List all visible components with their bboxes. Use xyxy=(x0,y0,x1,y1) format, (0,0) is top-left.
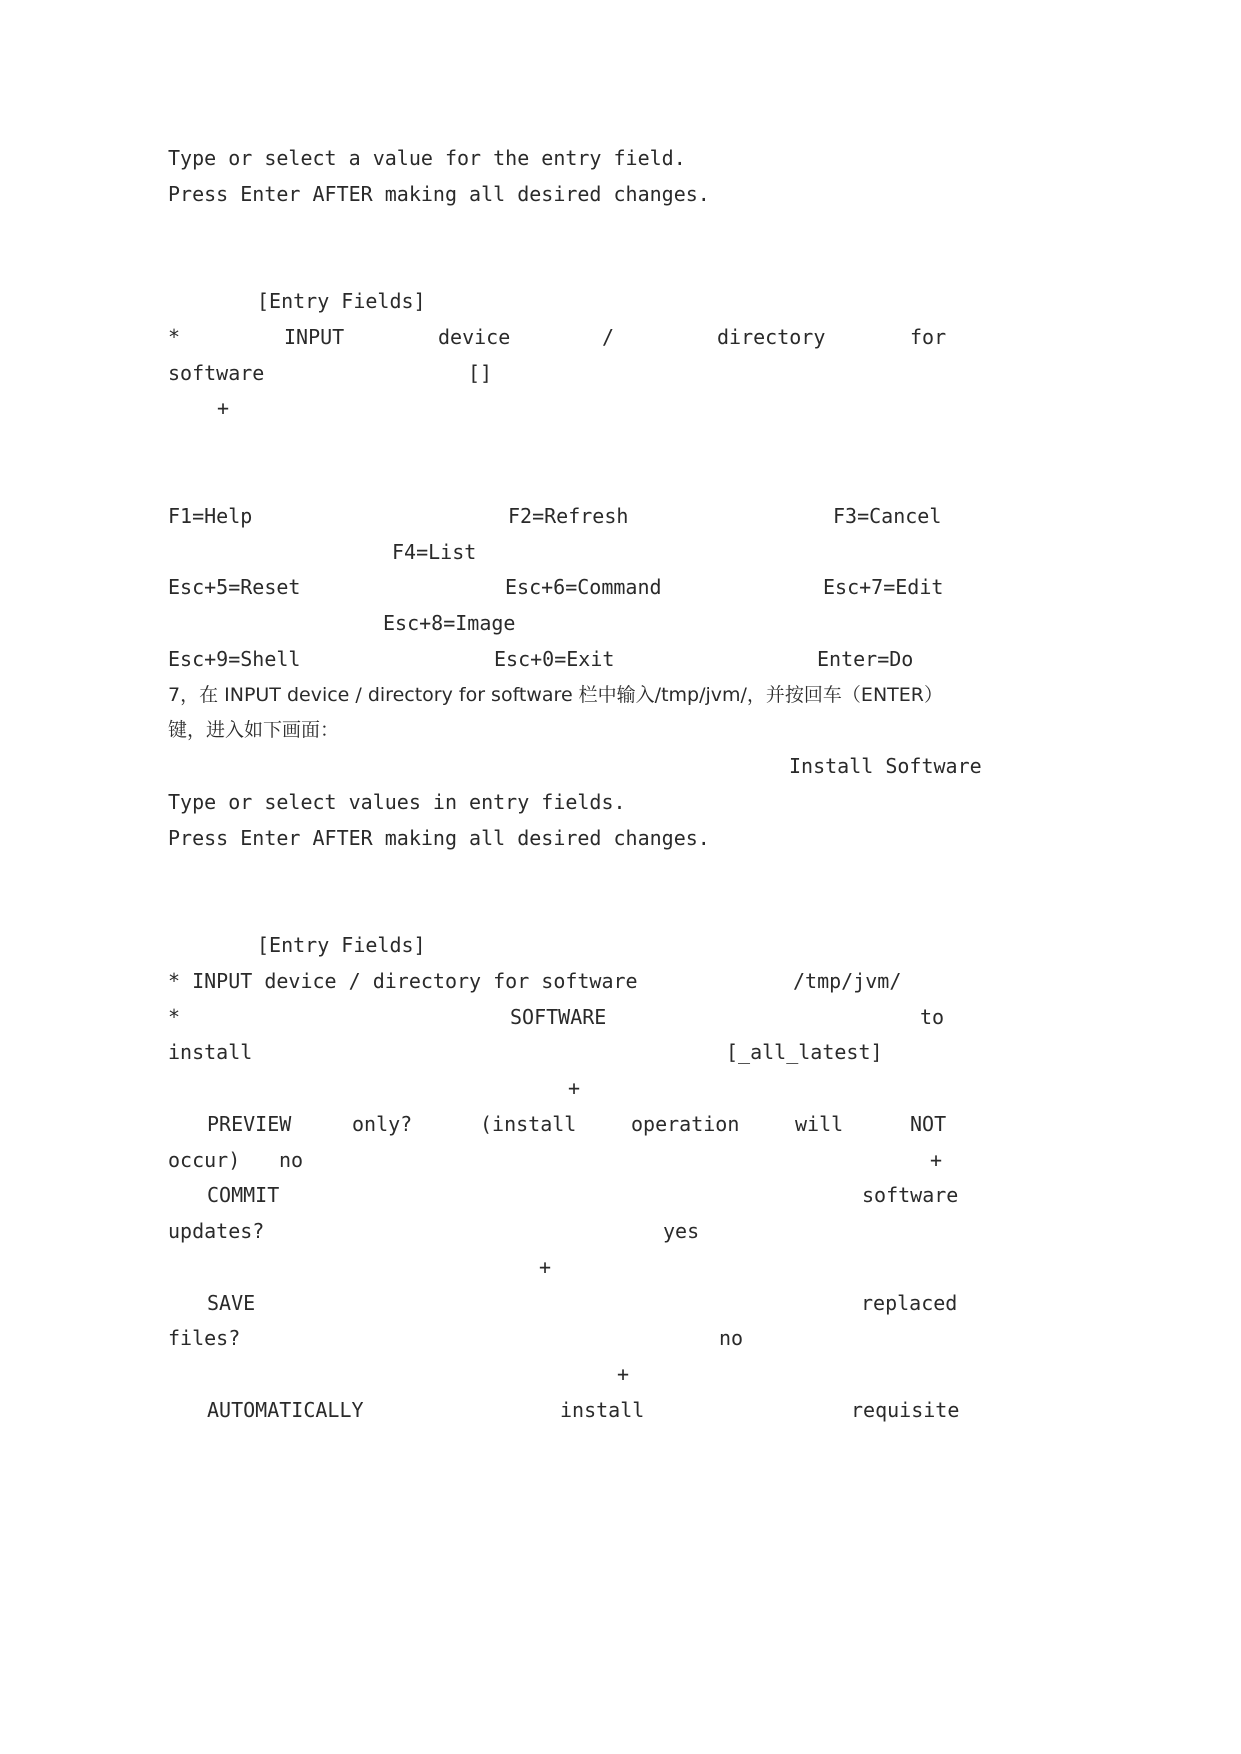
field-label-word: install xyxy=(560,1398,645,1422)
list-indicator: + xyxy=(539,1255,552,1279)
field-label-word: will xyxy=(795,1112,844,1136)
enter-do-key[interactable]: Enter=Do xyxy=(817,647,914,671)
input-device-value[interactable]: /tmp/jvm/ xyxy=(793,969,902,993)
field-label-word: updates? xyxy=(168,1219,265,1243)
field-label-word: COMMIT xyxy=(207,1183,280,1207)
esc5-reset-key[interactable]: Esc+5=Reset xyxy=(168,575,301,599)
field-label-word: to xyxy=(920,1005,945,1029)
field-label-word: requisite xyxy=(851,1398,960,1422)
input-directory-field[interactable]: [] xyxy=(468,361,493,385)
entry-fields-header: [Entry Fields] xyxy=(257,933,426,957)
field-label-word: install xyxy=(168,1040,253,1064)
field-required-marker: * xyxy=(168,325,181,349)
instruction-line: Press Enter AFTER making all desired changes. xyxy=(168,826,710,850)
list-indicator: + xyxy=(930,1148,943,1172)
instruction-line: Type or select values in entry fields. xyxy=(168,790,626,814)
esc7-edit-key[interactable]: Esc+7=Edit xyxy=(823,575,944,599)
field-label-word: directory xyxy=(717,325,826,349)
instruction-line: Type or select a value for the entry field. xyxy=(168,146,686,170)
field-label-word: (install xyxy=(480,1112,577,1136)
f1-help-key[interactable]: F1=Help xyxy=(168,504,253,528)
save-replaced-files-field[interactable]: no xyxy=(719,1326,744,1350)
software-to-install-field[interactable]: [_all_latest] xyxy=(726,1040,883,1064)
field-label-word: SAVE xyxy=(207,1291,256,1315)
list-indicator: + xyxy=(217,396,230,420)
field-label-word: SOFTWARE xyxy=(510,1005,607,1029)
commit-updates-field[interactable]: yes xyxy=(663,1219,700,1243)
step-paragraph: 7，在 INPUT device / directory for software 栏中输入/tmp/jvm/，并按回车（ENTER） xyxy=(168,684,943,706)
list-indicator: + xyxy=(617,1362,630,1386)
esc8-image-key[interactable]: Esc+8=Image xyxy=(383,611,516,635)
field-label-word: for xyxy=(910,325,947,349)
field-label-word: operation xyxy=(631,1112,740,1136)
field-label-word: AUTOMATICALLY xyxy=(207,1398,364,1422)
esc9-shell-key[interactable]: Esc+9=Shell xyxy=(168,647,301,671)
f2-refresh-key[interactable]: F2=Refresh xyxy=(508,504,629,528)
field-label-word: replaced xyxy=(861,1291,958,1315)
f4-list-key[interactable]: F4=List xyxy=(392,540,477,564)
list-indicator: + xyxy=(568,1076,581,1100)
field-label-word: INPUT xyxy=(284,325,345,349)
preview-only-field[interactable]: no xyxy=(279,1148,304,1172)
field-label-word: occur) xyxy=(168,1148,241,1172)
field-label-word: NOT xyxy=(910,1112,947,1136)
field-label-word: device xyxy=(438,325,511,349)
esc6-command-key[interactable]: Esc+6=Command xyxy=(505,575,662,599)
field-label-word: only? xyxy=(352,1112,413,1136)
input-device-label: * INPUT device / directory for software xyxy=(168,969,638,993)
field-label-word: files? xyxy=(168,1326,241,1350)
field-label-word: software xyxy=(862,1183,959,1207)
field-label-word: PREVIEW xyxy=(207,1112,292,1136)
entry-fields-header: [Entry Fields] xyxy=(257,289,426,313)
f3-cancel-key[interactable]: F3=Cancel xyxy=(833,504,942,528)
step-paragraph: 键，进入如下画面： xyxy=(168,719,340,741)
instruction-line: Press Enter AFTER making all desired changes. xyxy=(168,182,710,206)
esc0-exit-key[interactable]: Esc+0=Exit xyxy=(494,647,615,671)
field-label-word: / xyxy=(602,325,615,349)
field-required-marker: * xyxy=(168,1005,181,1029)
screen-title: Install Software xyxy=(789,754,982,778)
field-label-word: software xyxy=(168,361,265,385)
